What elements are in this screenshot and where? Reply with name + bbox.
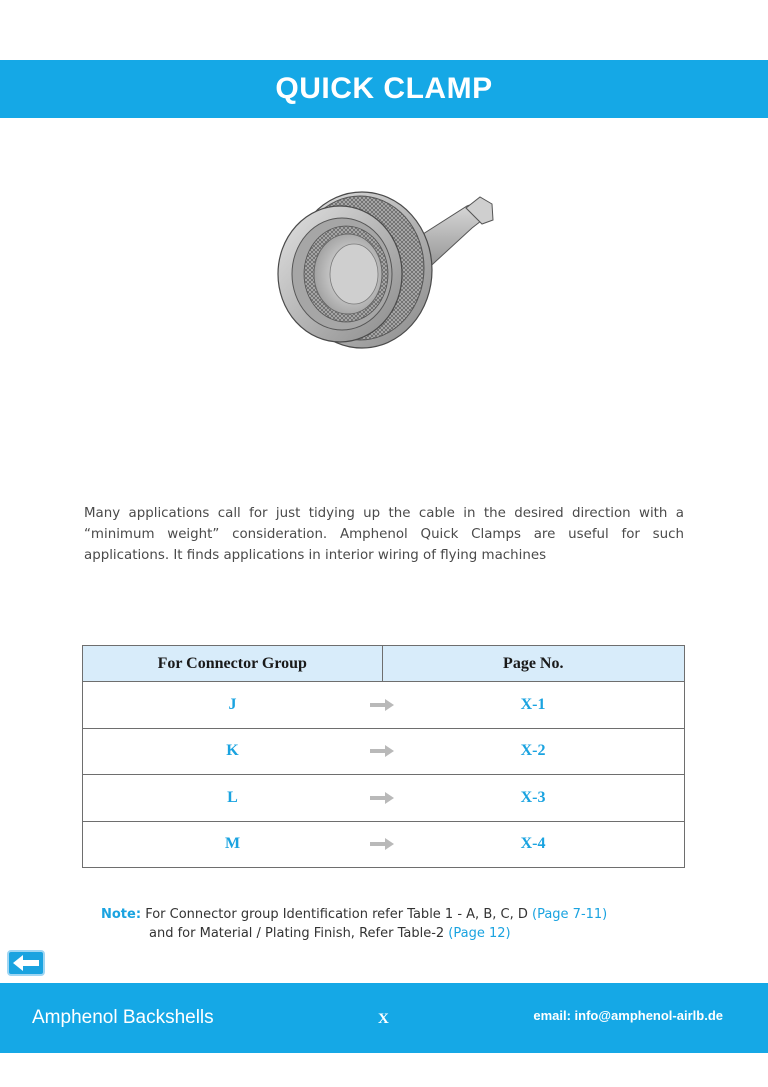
note-text-1: For Connector group Identification refer Table 1 - A, B, C, D	[145, 907, 528, 922]
arrow-right-icon	[370, 838, 394, 850]
page-ref: X-2	[520, 742, 546, 760]
page-link[interactable]	[382, 728, 684, 775]
page-ref: X-4	[520, 835, 546, 853]
footer-email[interactable]: email: info@amphenol-airlb.de	[533, 1008, 723, 1023]
note-line-1	[101, 905, 701, 924]
page-ref: X-3	[520, 788, 546, 806]
note-label: Note:	[101, 907, 142, 922]
header-page-no: Page No.	[382, 646, 684, 682]
footer-page-number: X	[378, 1011, 389, 1027]
table-header-row	[83, 646, 685, 682]
arrow-right-icon	[370, 792, 394, 804]
header-connector-group: For Connector Group	[83, 646, 383, 682]
group-cell: J	[83, 682, 383, 729]
page-link[interactable]	[382, 682, 684, 729]
note	[101, 905, 701, 943]
connector-group-table	[82, 645, 685, 868]
page-ref-link-2[interactable]: (Page 12)	[448, 926, 511, 941]
title-bar	[0, 60, 768, 118]
intro-paragraph: Many applications call for just tidying up the cable in the desired direction with a “minimum weight” consideration. Amphenol Quick Clamps are useful for such applications. It finds applications in interior wiring of flying machines	[84, 506, 684, 563]
table-row	[83, 682, 685, 729]
note-line-2	[101, 924, 701, 943]
arrow-left-icon	[13, 955, 39, 971]
page-link[interactable]	[382, 821, 684, 868]
page-ref: X-1	[520, 695, 546, 713]
footer-brand: Amphenol Backshells	[32, 1007, 214, 1028]
note-text-2: and for Material / Plating Finish, Refer Table-2	[149, 926, 445, 941]
quick-clamp-image	[262, 186, 502, 356]
table-row	[83, 728, 685, 775]
page-link[interactable]	[382, 775, 684, 822]
table-row	[83, 821, 685, 868]
group-cell: M	[83, 821, 383, 868]
page-ref-link-1[interactable]: (Page 7-11)	[532, 907, 608, 922]
arrow-right-icon	[370, 745, 394, 757]
table-row	[83, 775, 685, 822]
footer	[0, 983, 768, 1053]
page-title: QUICK CLAMP	[275, 72, 493, 105]
arrow-right-icon	[370, 699, 394, 711]
group-cell: K	[83, 728, 383, 775]
back-button[interactable]	[7, 950, 45, 976]
group-cell: L	[83, 775, 383, 822]
